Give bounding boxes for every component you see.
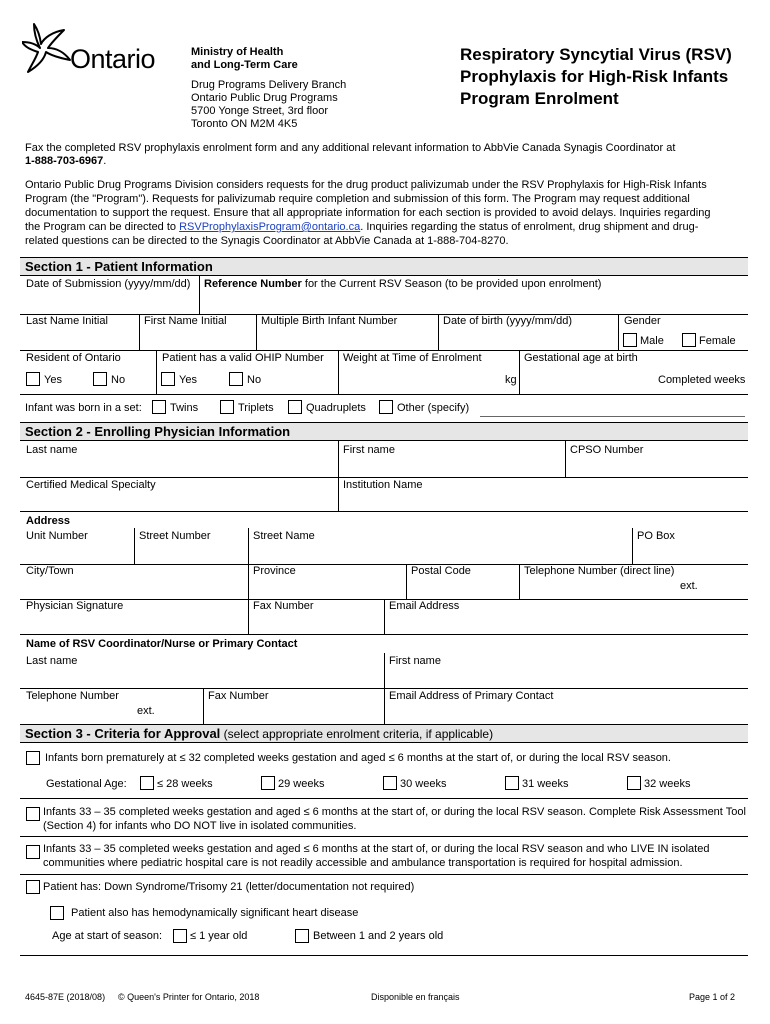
born-in-set-label: Infant was born in a set: [25, 402, 142, 414]
coord-email-label: Email Address of Primary Contact [389, 690, 554, 702]
section2-header: Section 2 - Enrolling Physician Information [20, 422, 748, 441]
resident-yes-checkbox[interactable] [26, 372, 40, 386]
criterion-33-35-checkbox[interactable] [26, 807, 40, 821]
criterion-premature-text: Infants born prematurely at ≤ 32 completed weeks gestation and aged ≤ 6 months at the start of, or during the local RSV season. [45, 752, 671, 764]
ohip-no-checkbox[interactable] [229, 372, 243, 386]
triplets-label: Triplets [238, 402, 274, 414]
form-title: Respiratory Syncytial Virus (RSV) Prophylaxis for High-Risk Infants Program Enrolment [460, 45, 732, 108]
section3-header: Section 3 - Criteria for Approval (select appropriate enrolment criteria, if applicable) [20, 724, 748, 743]
triplets-checkbox[interactable] [220, 400, 234, 414]
other-specify-line[interactable] [480, 416, 745, 417]
unit-number-label: Unit Number [26, 530, 88, 542]
heart-disease-checkbox[interactable] [50, 906, 64, 920]
ohip-label: Patient has a valid OHIP Number [162, 352, 324, 364]
program-email-link[interactable]: RSVProphylaxisProgram@ontario.ca [179, 221, 361, 233]
fax-number-label: Fax Number [253, 600, 314, 612]
female-label: Female [699, 335, 736, 347]
weeks-32-checkbox[interactable] [627, 776, 641, 790]
coord-phone-label: Telephone Number [26, 690, 119, 702]
telephone-direct-label: Telephone Number (direct line) [524, 565, 675, 577]
coord-ext-label: ext. [137, 705, 155, 717]
date-submission-label: Date of Submission (yyyy/mm/dd) [26, 278, 191, 290]
postal-code-label: Postal Code [411, 565, 471, 577]
telephone-ext-label: ext. [680, 580, 698, 592]
phys-first-name-label: First name [343, 444, 395, 456]
gestational-age-label: Gestational Age: [46, 778, 127, 790]
weeks-29-checkbox[interactable] [261, 776, 275, 790]
other-label: Other (specify) [397, 402, 470, 414]
quadruplets-label: Quadruplets [306, 402, 366, 414]
dob-label: Date of birth (yyyy/mm/dd) [443, 315, 572, 327]
weeks-30-label: 30 weeks [400, 778, 447, 790]
age-1-year-checkbox[interactable] [173, 929, 187, 943]
ministry-address: Drug Programs Delivery Branch Ontario Public Drug Programs 5700 Yonge Street, 3rd floor Toronto ON M2M 4K5 [191, 79, 347, 130]
age-at-start-label: Age at start of season: [52, 930, 163, 942]
ontario-logo [22, 22, 172, 77]
ohip-yes-label: Yes [179, 374, 197, 386]
kg-unit: kg [505, 374, 517, 386]
male-checkbox[interactable] [623, 333, 637, 347]
gender-label: Gender [624, 315, 661, 327]
section1-header: Section 1 - Patient Information [20, 257, 748, 276]
gestational-label: Gestational age at birth [524, 352, 638, 364]
po-box-label: PO Box [637, 530, 675, 542]
institution-label: Institution Name [343, 479, 423, 491]
intro-paragraph: Ontario Public Drug Programs Division considers requests for the drug product palivizumab under the RSV Prophylaxis for High-Risk Infants Program (the "Program"). Requests for palivizumab require completion and submission of this form. The Program may request additional documentation to support the request. Ensure that all appropriate information for each section is provided to avoid delays. Inquiries regarding the Program can be directed to RSVProphylaxisProgram@ontario.ca. Inquiries regarding the status of enrolment, drug shipment and drug- related questions can be directed to the Synagis Coordinator at AbbVie Canada at 1-888-704-8270. [25, 179, 711, 247]
weeks-28-checkbox[interactable] [140, 776, 154, 790]
form-number: 4645-87E (2018/08) [25, 992, 106, 1002]
ohip-no-label: No [247, 374, 262, 386]
age-1-year-label: ≤ 1 year old [190, 930, 248, 942]
resident-no-label: No [111, 374, 126, 386]
coordinator-heading: Name of RSV Coordinator/Nurse or Primary Contact [26, 638, 298, 650]
fax-instructions: Fax the completed RSV prophylaxis enrolment form and any additional relevant information to AbbVie Canada Synagis Coordinator at 1-888-703-6967. [25, 142, 676, 167]
criterion-isolated-text: Infants 33 – 35 completed weeks gestation and aged ≤ 6 months at the start of, or during the local RSV season and who LIVE IN isolated communities where pediatric hospital care is not readily accessible and ambulance transportation is required for hospital admission. [43, 843, 710, 869]
trillium-icon [22, 22, 72, 74]
first-name-initial-label: First Name Initial [144, 315, 227, 327]
cpso-label: CPSO Number [570, 444, 644, 456]
heart-disease-text: Patient also has hemodynamically significant heart disease [71, 907, 359, 919]
coord-first-name-label: First name [389, 655, 441, 667]
completed-weeks-unit: Completed weeks [658, 374, 746, 386]
weeks-32-label: 32 weeks [644, 778, 691, 790]
reference-number-label: Reference Number for the Current RSV Season (to be provided upon enrolment) [204, 278, 602, 290]
quadruplets-checkbox[interactable] [288, 400, 302, 414]
coord-fax-label: Fax Number [208, 690, 269, 702]
weeks-31-label: 31 weeks [522, 778, 569, 790]
criterion-down-syndrome-checkbox[interactable] [26, 880, 40, 894]
age-1-2-years-checkbox[interactable] [295, 929, 309, 943]
street-name-label: Street Name [253, 530, 315, 542]
criterion-33-35-text: Infants 33 – 35 completed weeks gestation and aged ≤ 6 months at the start of, or during the local RSV season. Complete Risk Assessment Tool (Section 4) for infants who DO NOT live in isolated communities. [43, 806, 746, 832]
weeks-28-label: ≤ 28 weeks [157, 778, 213, 790]
coord-last-name-label: Last name [26, 655, 78, 667]
twins-checkbox[interactable] [152, 400, 166, 414]
multiple-birth-label: Multiple Birth Infant Number [261, 315, 398, 327]
weeks-31-checkbox[interactable] [505, 776, 519, 790]
age-1-2-years-label: Between 1 and 2 years old [313, 930, 444, 942]
criterion-isolated-checkbox[interactable] [26, 845, 40, 859]
twins-label: Twins [170, 402, 199, 414]
fax-number: 1-888-703-6967 [25, 155, 104, 167]
weeks-30-checkbox[interactable] [383, 776, 397, 790]
resident-yes-label: Yes [44, 374, 62, 386]
other-checkbox[interactable] [379, 400, 393, 414]
weeks-29-label: 29 weeks [278, 778, 325, 790]
ministry-name: Ministry of Health and Long-Term Care [191, 46, 298, 71]
criterion-premature-checkbox[interactable] [26, 751, 40, 765]
street-number-label: Street Number [139, 530, 211, 542]
specialty-label: Certified Medical Specialty [26, 479, 156, 491]
signature-label: Physician Signature [26, 600, 124, 612]
city-label: City/Town [26, 565, 74, 577]
page-number: Page 1 of 2 [689, 992, 736, 1002]
weight-label: Weight at Time of Enrolment [343, 352, 482, 364]
french-available: Disponible en français [371, 992, 460, 1002]
logo-wordmark: Ontario [70, 44, 156, 74]
address-heading: Address [26, 515, 71, 527]
email-label: Email Address [389, 600, 460, 612]
copyright: © Queen's Printer for Ontario, 2018 [118, 992, 260, 1002]
resident-label: Resident of Ontario [26, 352, 121, 364]
ohip-yes-checkbox[interactable] [161, 372, 175, 386]
phys-last-name-label: Last name [26, 444, 78, 456]
resident-no-checkbox[interactable] [93, 372, 107, 386]
male-label: Male [640, 335, 664, 347]
criterion-down-syndrome-text: Patient has: Down Syndrome/Trisomy 21 (letter/documentation not required) [43, 881, 415, 893]
female-checkbox[interactable] [682, 333, 696, 347]
province-label: Province [253, 565, 296, 577]
last-name-initial-label: Last Name Initial [26, 315, 108, 327]
